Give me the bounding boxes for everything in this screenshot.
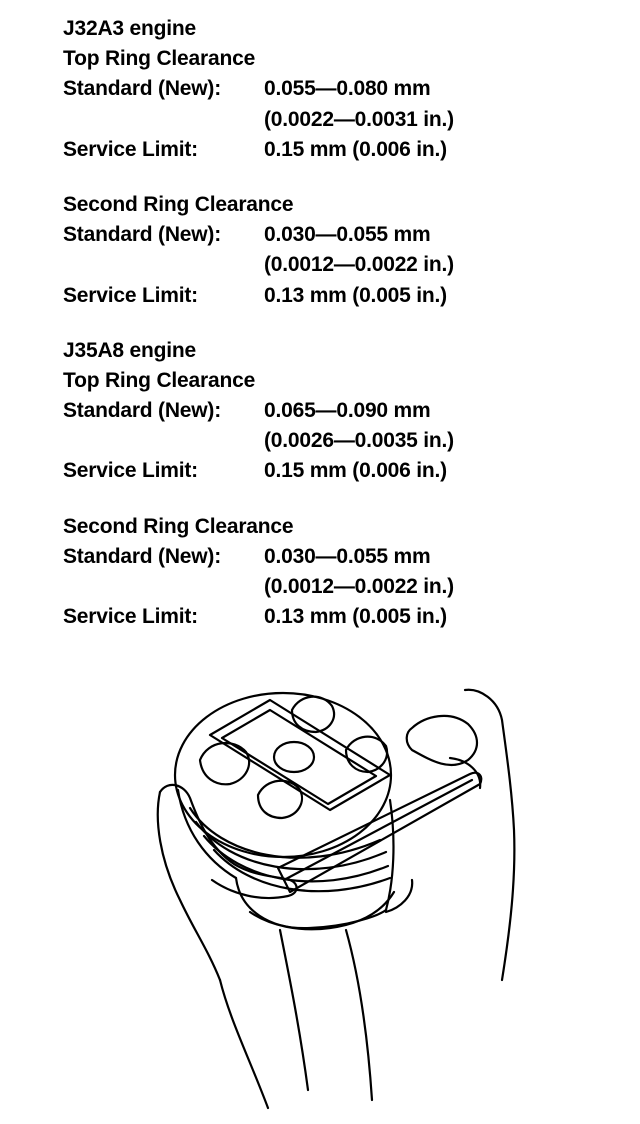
service-limit-row <box>63 135 623 165</box>
section-title: Second Ring Clearance <box>63 514 294 538</box>
valve-relief-2 <box>258 781 302 818</box>
standard-label: Standard (New): <box>63 399 222 423</box>
standard-row <box>63 74 623 104</box>
spec-section-j35a8-second-ring <box>63 512 623 633</box>
valve-relief-4 <box>346 737 387 772</box>
standard-row <box>63 396 623 426</box>
service-limit-label: Service Limit: <box>63 283 198 307</box>
standard-label: Standard (New): <box>63 544 222 568</box>
valve-relief-1 <box>200 743 249 784</box>
standard-label: Standard (New): <box>63 77 222 101</box>
standard-mm-value: 0.065—0.090 mm <box>264 399 431 423</box>
section-title: Top Ring Clearance <box>63 368 256 392</box>
left-hand-finger-2 <box>280 930 308 1090</box>
spec-section-j32a3-top-ring <box>63 14 623 165</box>
engine-heading: J32A3 engine <box>63 17 196 40</box>
standard-row <box>63 542 623 572</box>
piston-illustration-svg <box>150 680 530 1110</box>
spec-list <box>63 14 623 657</box>
spec-section-j32a3-second-ring <box>63 190 623 311</box>
standard-inch-value: (0.0012—0.0022 in.) <box>264 575 454 598</box>
service-limit-row <box>63 456 623 486</box>
service-limit-row <box>63 281 623 311</box>
standard-label: Standard (New): <box>63 223 222 247</box>
section-title: Second Ring Clearance <box>63 192 294 216</box>
right-hand-finger <box>407 716 477 765</box>
service-limit-value: 0.15 mm (0.006 in.) <box>264 137 447 161</box>
service-limit-label: Service Limit: <box>63 605 198 629</box>
standard-row <box>63 220 623 250</box>
piston-feeler-gauge-illustration <box>150 680 530 1110</box>
service-limit-value: 0.13 mm (0.005 in.) <box>264 283 447 307</box>
standard-mm-value: 0.055—0.080 mm <box>264 77 431 101</box>
crown-strip <box>210 700 390 810</box>
right-hand <box>465 690 514 980</box>
standard-inch-value: (0.0012—0.0022 in.) <box>264 253 454 277</box>
section-title: Top Ring Clearance <box>63 47 256 71</box>
spec-section-j35a8-top-ring <box>63 336 623 487</box>
left-hand-palm <box>158 792 220 980</box>
left-hand-finger-3 <box>346 930 372 1100</box>
service-limit-value: 0.15 mm (0.006 in.) <box>264 459 447 483</box>
service-limit-value: 0.13 mm (0.005 in.) <box>264 605 447 629</box>
service-limit-label: Service Limit: <box>63 137 198 161</box>
standard-inch-value: (0.0022—0.0031 in.) <box>264 107 454 131</box>
standard-mm-value: 0.030—0.055 mm <box>264 544 431 568</box>
engine-heading: J35A8 engine <box>63 338 196 362</box>
crown-center-hole <box>274 742 314 772</box>
service-limit-label: Service Limit: <box>63 459 198 483</box>
standard-inch-value: (0.0026—0.0035 in.) <box>264 429 454 453</box>
standard-mm-value: 0.030—0.055 mm <box>264 223 431 247</box>
service-limit-row <box>63 602 623 632</box>
left-hand-wrist <box>220 980 268 1108</box>
